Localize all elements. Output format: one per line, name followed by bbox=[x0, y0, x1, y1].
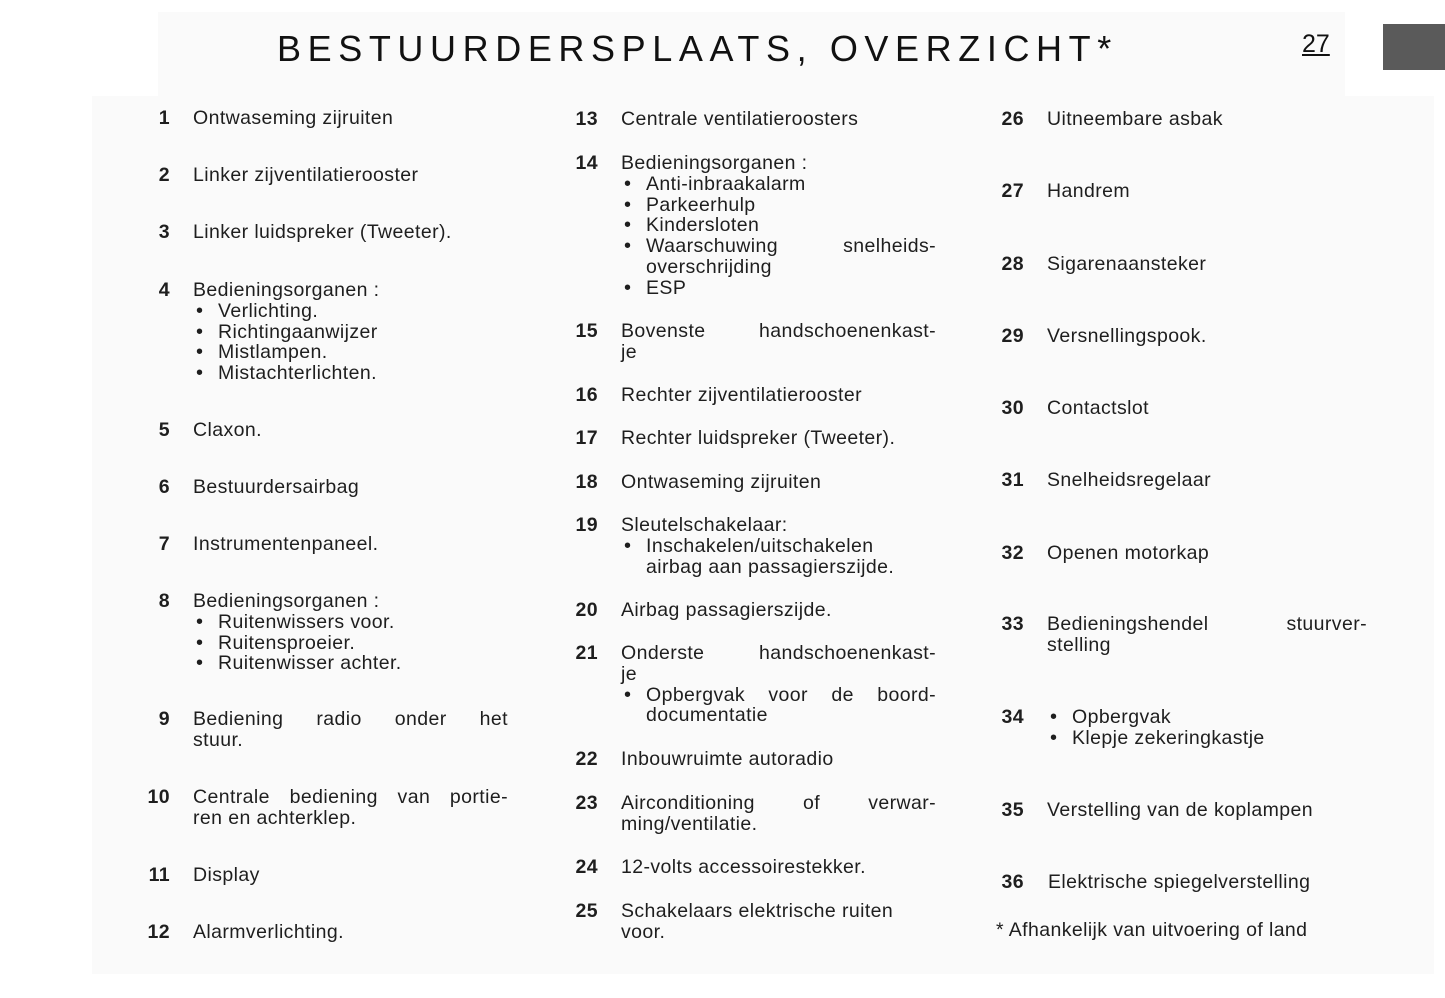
item-number: 29 bbox=[1001, 325, 1024, 347]
item-label: Snelheidsregelaar bbox=[1047, 469, 1211, 491]
item-number: 15 bbox=[575, 320, 598, 342]
item-label: Claxon. bbox=[193, 419, 262, 441]
bullet-item: • Ruitensproeier. bbox=[193, 633, 402, 654]
item-number: 13 bbox=[575, 108, 598, 130]
bullet-item: • Opbergvak bbox=[1047, 707, 1265, 728]
item-label: Elektrische spiegelverstelling bbox=[1048, 871, 1311, 893]
item-label: Bedieningsorganen : bbox=[621, 152, 808, 174]
item-number: 35 bbox=[1001, 799, 1024, 821]
item-label: Instrumentenpaneel. bbox=[193, 533, 379, 555]
item-label: Bedieningshendel stuurver- bbox=[1047, 613, 1367, 635]
item-label: Ontwaseming zijruiten bbox=[621, 471, 822, 493]
item-number: 1 bbox=[158, 107, 170, 129]
item-label: Contactslot bbox=[1047, 397, 1149, 419]
item-label: Rechter zijventilatierooster bbox=[621, 384, 862, 406]
item-label-continued: stuur. bbox=[193, 728, 244, 751]
bullet-item: • Opbergvak voor de boord- bbox=[621, 685, 936, 706]
bullet-item: • Inschakelen/uitschakelen bbox=[621, 536, 894, 557]
bullet-item: • Ruitenwissers voor. bbox=[193, 612, 402, 633]
item-label: Versnellingspook. bbox=[1047, 325, 1207, 347]
bullet-item: • Verlichting. bbox=[193, 301, 380, 322]
item-label: Sigarenaansteker bbox=[1047, 253, 1207, 275]
item-label: Handrem bbox=[1047, 180, 1130, 202]
item-label: Bestuurdersairbag bbox=[193, 476, 360, 498]
item-label: Linker zijventilatierooster bbox=[193, 164, 419, 186]
item-number: 3 bbox=[158, 221, 170, 243]
item-label: Airconditioning of verwar- bbox=[621, 792, 936, 814]
item-label: Verstelling van de koplampen bbox=[1047, 799, 1313, 821]
bullet-item: • ESP bbox=[621, 278, 936, 299]
bullet-item: • Mistachterlichten. bbox=[193, 363, 380, 384]
item-label: Linker luidspreker (Tweeter). bbox=[193, 221, 452, 243]
item-number: 26 bbox=[1001, 108, 1024, 130]
bullet-list bbox=[193, 301, 380, 384]
item-number: 28 bbox=[1001, 253, 1024, 275]
item-number: 11 bbox=[148, 864, 170, 886]
item-label: Openen motorkap bbox=[1047, 542, 1210, 564]
item-label-continued: ming/ventilatie. bbox=[621, 812, 758, 835]
bullet-item-continued: airbag aan passagierszijde. bbox=[646, 555, 895, 578]
item-label: Inbouwruimte autoradio bbox=[621, 748, 834, 770]
bullet-item: • Waarschuwing snelheids- bbox=[621, 236, 936, 257]
bullet-item: • Klepje zekeringkastje bbox=[1047, 728, 1265, 749]
bullet-item: • Anti-inbraakalarm bbox=[621, 174, 936, 195]
item-number: 8 bbox=[158, 590, 170, 612]
bullet-item-continued: overschrijding bbox=[646, 255, 772, 278]
item-label-continued: voor. bbox=[621, 920, 666, 943]
item-number: 5 bbox=[158, 419, 170, 441]
footnote: * Afhankelijk van uitvoering of land bbox=[996, 919, 1308, 941]
bullet-item: • Ruitenwisser achter. bbox=[193, 653, 402, 674]
bullet-list bbox=[621, 685, 936, 727]
item-number: 30 bbox=[1001, 397, 1024, 419]
item-label: 12-volts accessoirestekker. bbox=[621, 856, 866, 878]
item-number: 24 bbox=[575, 856, 598, 878]
item-number: 16 bbox=[575, 384, 598, 406]
item-number: 7 bbox=[158, 533, 170, 555]
item-number: 6 bbox=[158, 476, 170, 498]
bullet-item: • Kindersloten bbox=[621, 215, 936, 236]
item-label: Bovenste handschoenenkast- bbox=[621, 320, 936, 342]
item-label-continued: je bbox=[621, 662, 637, 685]
item-label: Schakelaars elektrische ruiten bbox=[621, 900, 894, 922]
item-number: 12 bbox=[147, 921, 170, 943]
item-number: 20 bbox=[575, 599, 598, 621]
item-label: Alarmverlichting. bbox=[193, 921, 344, 943]
bullet-list bbox=[193, 612, 402, 674]
bullet-item: • Richtingaanwijzer bbox=[193, 322, 380, 343]
item-number: 4 bbox=[158, 279, 170, 301]
item-label: Display bbox=[193, 864, 260, 886]
item-label-continued: stelling bbox=[1047, 633, 1111, 656]
item-label-continued: ren en achterklep. bbox=[193, 806, 357, 829]
item-number: 27 bbox=[1001, 180, 1024, 202]
item-label: Ontwaseming zijruiten bbox=[193, 107, 394, 129]
item-label: Centrale bediening van portie- bbox=[193, 786, 508, 808]
item-number: 2 bbox=[158, 164, 170, 186]
item-number: 33 bbox=[1001, 613, 1024, 635]
item-label: Uitneembare asbak bbox=[1047, 108, 1223, 130]
bullet-item: • Parkeerhulp bbox=[621, 195, 936, 216]
bullet-item: • Mistlampen. bbox=[193, 342, 380, 363]
item-number: 32 bbox=[1001, 542, 1024, 564]
bullet-list bbox=[1047, 707, 1265, 749]
item-label: Centrale ventilatieroosters bbox=[621, 108, 859, 130]
item-number: 23 bbox=[575, 792, 598, 814]
item-number: 31 bbox=[1001, 469, 1024, 491]
item-number: 36 bbox=[1001, 871, 1024, 893]
item-number: 22 bbox=[575, 748, 598, 770]
item-label: Rechter luidspreker (Tweeter). bbox=[621, 427, 896, 449]
item-number: 21 bbox=[575, 642, 598, 664]
item-number: 14 bbox=[575, 152, 598, 174]
page-title: BESTUURDERSPLAATS, OVERZICHT* bbox=[277, 28, 1118, 69]
bullet-item-continued: documentatie bbox=[646, 704, 768, 727]
page-number: 27 bbox=[1302, 30, 1330, 58]
item-label: Sleutelschakelaar: bbox=[621, 514, 788, 536]
item-number: 34 bbox=[1001, 706, 1024, 728]
item-label: Bedieningsorganen : bbox=[193, 279, 380, 301]
item-label-continued: je bbox=[621, 340, 637, 363]
item-number: 9 bbox=[158, 708, 170, 730]
item-label: Airbag passagierszijde. bbox=[621, 599, 832, 621]
section-tab-marker bbox=[1383, 24, 1445, 70]
item-number: 17 bbox=[575, 427, 598, 449]
item-label: Bedieningsorganen : bbox=[193, 590, 380, 612]
bullet-list bbox=[621, 536, 894, 578]
item-label: Bediening radio onder het bbox=[193, 708, 508, 730]
item-number: 18 bbox=[575, 471, 598, 493]
item-number: 19 bbox=[575, 514, 598, 536]
item-label: Onderste handschoenenkast- bbox=[621, 642, 936, 664]
bullet-list bbox=[621, 174, 936, 299]
item-number: 25 bbox=[575, 900, 598, 922]
item-number: 10 bbox=[147, 786, 170, 808]
